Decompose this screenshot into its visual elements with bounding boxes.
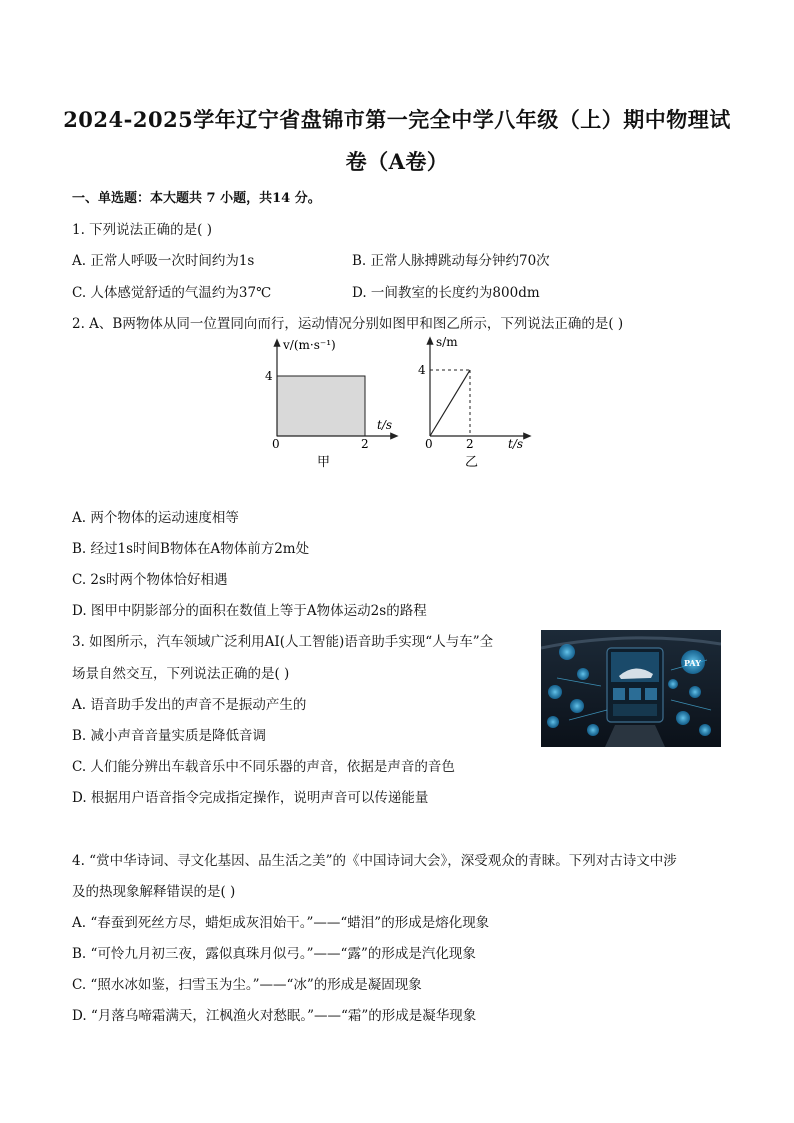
q4-stem-line2: 及的热现象解释错误的是( ) (72, 884, 236, 900)
q4-option-d: D. “月落乌啼霜满天，江枫渔火对愁眠。”——“霜”的形成是凝华现象 (72, 1008, 477, 1024)
origin-label: 0 (425, 437, 433, 451)
settings-icon (587, 724, 599, 736)
location-icon (570, 699, 584, 713)
shaded-area (277, 376, 365, 436)
figure-caption: 乙 (465, 455, 479, 470)
q3-option-b: B. 减小声音音量实质是降低音调 (72, 728, 267, 744)
q1-option-d: D. 一间教室的长度约为800dm (352, 285, 540, 301)
q1-stem: 1. 下列说法正确的是( ) (72, 222, 212, 238)
q2-option-d: D. 图甲中阴影部分的面积在数值上等于A物体运动2s的路程 (72, 603, 427, 619)
exam-title-line1: 2024-2025学年辽宁省盘锦市第一完全中学八年级（上）期中物理试 (63, 107, 731, 132)
y-tick-label: 4 (418, 363, 426, 377)
wifi-icon (547, 716, 559, 728)
q2-option-b: B. 经过1s时间B物体在A物体前方2m处 (72, 541, 310, 557)
car-icon (668, 679, 678, 689)
q3-stem-line1: 3. 如图所示，汽车领域广泛利用AI(人工智能)语音助手实现“人与车”全 (72, 634, 494, 650)
q4-option-b: B. “可怜九月初三夜，露似真珠月似弓。”——“露”的形成是汽化现象 (72, 946, 476, 962)
microphone-icon (676, 711, 690, 725)
figure-caption: 甲 (317, 455, 331, 470)
q1-option-b: B. 正常人脉搏跳动每分钟约70次 (352, 253, 550, 269)
q3-option-a: A. 语音助手发出的声音不是振动产生的 (72, 697, 307, 713)
car-ai-voice-assistant-photo (541, 630, 721, 747)
pay-badge-label: PAY (684, 658, 701, 668)
x-tick-label: 2 (466, 437, 474, 451)
music-icon (699, 724, 711, 736)
q2-option-a: A. 两个物体的运动速度相等 (72, 510, 239, 526)
x-axis-label: t/s (508, 437, 524, 451)
exam-title-line2: 卷（A卷） (345, 149, 449, 174)
q4-option-a: A. “春蚕到死丝方尽，蜡炬成灰泪始干。”——“蜡泪”的形成是熔化现象 (72, 915, 490, 931)
q4-option-c: C. “照水冰如鉴，扫雪玉为尘。”——“冰”的形成是凝固现象 (72, 977, 422, 993)
q2-option-c: C. 2s时两个物体恰好相遇 (72, 572, 228, 588)
q2-stem: 2. A、B两物体从同一位置同向而行，运动情况分别如图甲和图乙所示，下列说法正确的是( ) (72, 316, 624, 332)
plane-icon (689, 686, 701, 698)
q2-figure-yi (410, 334, 540, 474)
q4-stem-line1: 4. “赏中华诗词、寻文化基因、品生活之美”的《中国诗词大会》，深受观众的青睐。下列对古诗文中涉 (72, 853, 677, 869)
q2-figure-jia (255, 334, 405, 474)
y-tick-label: 4 (265, 369, 273, 383)
x-tick-label: 2 (361, 437, 369, 451)
section-heading-single-choice: 一、单选题：本大题共 7 小题，共14 分。 (72, 191, 321, 206)
phone-icon (577, 668, 589, 680)
q3-option-d: D. 根据用户语音指令完成指定操作，说明声音可以传递能量 (72, 790, 429, 806)
q3-stem-line2: 场景自然交互，下列说法正确的是( ) (72, 666, 290, 682)
s-t-line (430, 370, 470, 436)
origin-label: 0 (272, 437, 280, 451)
q1-option-c: C. 人体感觉舒适的气温约为37℃ (72, 285, 272, 301)
voice-icon (559, 644, 575, 660)
media-icon (548, 685, 562, 699)
q1-option-a: A. 正常人呼吸一次时间约为1s (72, 253, 255, 269)
y-axis-label: v/(m·s⁻¹) (283, 338, 336, 352)
y-axis-label: s/m (436, 335, 458, 349)
q3-option-c: C. 人们能分辨出车载音乐中不同乐器的声音，依据是声音的音色 (72, 759, 455, 775)
x-axis-label: t/s (377, 418, 393, 432)
